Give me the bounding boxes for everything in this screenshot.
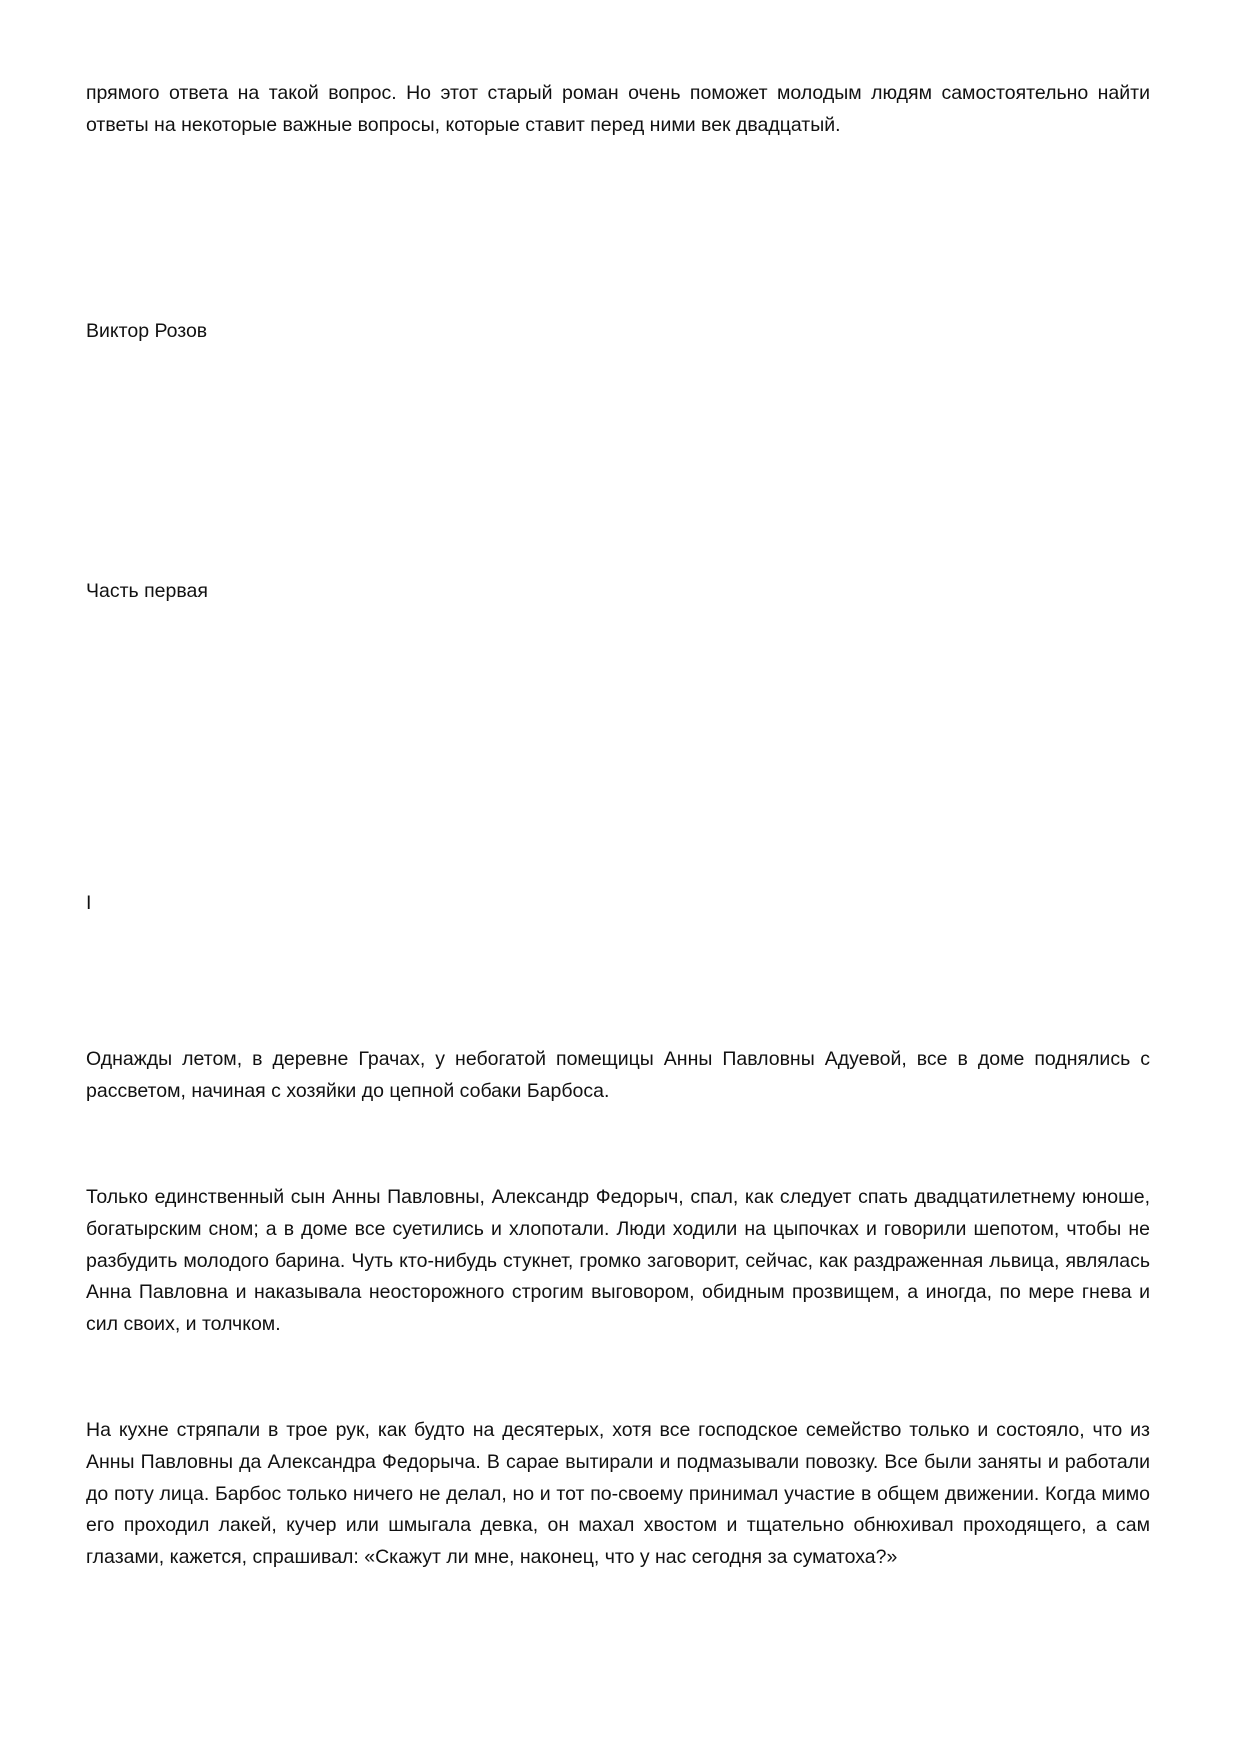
body-paragraph: Только единственный сын Анны Павловны, Александр Федорыч, спал, как следует спать двадцатилетнему юноше, богатырским сном; а в доме все суетились и хлопотали. Люди ходили на цыпочках и говорили шепотом, чтобы не разбудить молодого барина. Чуть кто-нибудь стукнет, громко заговорит, сейчас, как раздраженная львица, являлась Анна Павловна и наказывала неосторожного строгим выговором, обидным прозвищем, а иногда, по мере гнева и сил своих, и толчком. (86, 1186, 1150, 1336)
body-paragraph: Однажды летом, в деревне Грачах, у небогатой помещицы Анны Павловны Адуевой, все в доме поднялись с рассветом, начиная с хозяйки до цепной собаки Барбоса. (86, 1048, 1150, 1102)
chapter-number: I (86, 892, 92, 914)
author-name: Виктор Розов (86, 320, 208, 342)
part-heading: Часть первая (86, 580, 208, 602)
body-paragraph: На кухне стряпали в трое рук, как будто на десятерых, хотя все господское семейство только и состояло, что из Анны Павловны да Александра Федорыча. В сарае вытирали и подмазывали повозку. Все были заняты и работали до поту лица. Барбос только ничего не делал, но и тот по-своему принимал участие в общем движении. Когда мимо его проходил лакей, кучер или шмыгала девка, он махал хвостом и тщательно обнюхивал проходящего, а сам глазами, кажется, спрашивал: «Скажут ли мне, наконец, что у нас сегодня за суматоха?» (86, 1419, 1150, 1569)
intro-paragraph-end: прямого ответа на такой вопрос. Но этот старый роман очень поможет молодым людям самостоятельно найти ответы на некоторые важные вопросы, которые ставит перед ними век двадцатый. (86, 82, 1150, 136)
